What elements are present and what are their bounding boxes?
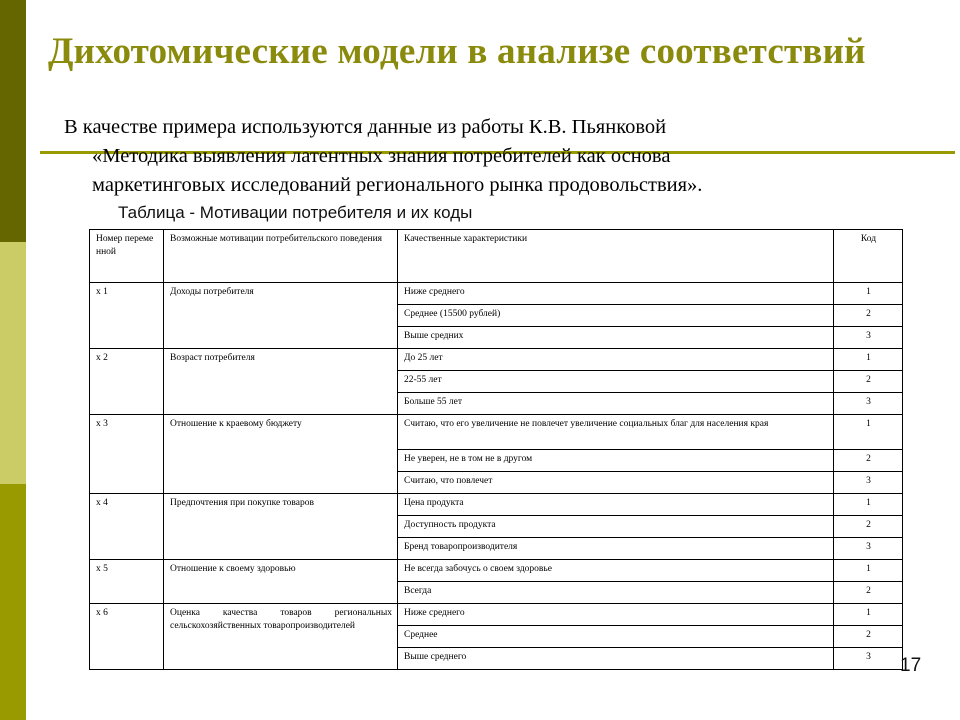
- page-number: 17: [900, 655, 922, 676]
- cell-code: 1: [834, 560, 903, 582]
- cell-code: 2: [834, 626, 903, 648]
- cell-quality-characteristic: Ниже среднего: [398, 283, 834, 305]
- cell-quality-characteristic: Цена продукта: [398, 494, 834, 516]
- cell-quality-characteristic: Выше средних: [398, 327, 834, 349]
- cell-code: 1: [834, 349, 903, 371]
- table-row: [90, 415, 903, 450]
- sidebar-band-middle: [0, 242, 26, 484]
- cell-quality-characteristic: До 25 лет: [398, 349, 834, 371]
- cell-code: 2: [834, 305, 903, 327]
- cell-code: 3: [834, 648, 903, 670]
- cell-quality-characteristic: Не уверен, не в том не в другом: [398, 450, 834, 472]
- header-motivation: Возможные мотивации потребительского поведения: [164, 230, 398, 283]
- intro-line-3: маркетинговых исследований регионального рынка продовольствия».: [92, 174, 703, 196]
- decorative-sidebar: [0, 0, 26, 720]
- cell-code: 1: [834, 283, 903, 305]
- cell-quality-characteristic: Среднее (15500 рублей): [398, 305, 834, 327]
- cell-quality-characteristic: Ниже среднего: [398, 604, 834, 626]
- cell-variable-number: x 1: [90, 283, 164, 349]
- cell-quality-characteristic: Бренд товаропроизводителя: [398, 538, 834, 560]
- cell-code: 2: [834, 582, 903, 604]
- table-row: [90, 349, 903, 371]
- cell-motivation: Отношение к краевому бюджету: [164, 415, 398, 494]
- cell-variable-number: x 4: [90, 494, 164, 560]
- intro-line-2: «Методика выявления латентных знания потребителей как основа: [92, 145, 671, 167]
- table-header-row: [90, 230, 903, 283]
- cell-quality-characteristic: Среднее: [398, 626, 834, 648]
- cell-motivation: Предпочтения при покупке товаров: [164, 494, 398, 560]
- table-row: [90, 604, 903, 626]
- header-variable-number: Номер переме нной: [90, 230, 164, 283]
- cell-code: 3: [834, 393, 903, 415]
- cell-quality-characteristic: Всегда: [398, 582, 834, 604]
- cell-motivation: Доходы потребителя: [164, 283, 398, 349]
- cell-quality-characteristic: 22-55 лет: [398, 371, 834, 393]
- cell-code: 3: [834, 327, 903, 349]
- table-row: [90, 560, 903, 582]
- table-caption: Таблица - Мотивации потребителя и их коды: [118, 203, 473, 222]
- cell-motivation: Возраст потребителя: [164, 349, 398, 415]
- table-row: [90, 283, 903, 305]
- sidebar-band-top: [0, 0, 26, 242]
- table-header: [90, 230, 903, 283]
- slide-title: Дихотомические модели в анализе соответствий: [48, 30, 866, 72]
- cell-code: 2: [834, 450, 903, 472]
- cell-code: 2: [834, 371, 903, 393]
- cell-variable-number: x 5: [90, 560, 164, 604]
- cell-code: 3: [834, 538, 903, 560]
- cell-quality-characteristic: Не всегда забочусь о своем здоровье: [398, 560, 834, 582]
- cell-quality-characteristic: Доступность продукта: [398, 516, 834, 538]
- cell-code: 2: [834, 516, 903, 538]
- intro-line-1: В качестве примера используются данные из работы К.В. Пьянковой: [64, 116, 667, 138]
- cell-quality-characteristic: Больше 55 лет: [398, 393, 834, 415]
- header-quality: Качественные характеристики: [398, 230, 834, 283]
- cell-code: 3: [834, 472, 903, 494]
- table-body: [90, 283, 903, 670]
- sidebar-band-bottom: [0, 484, 26, 720]
- cell-variable-number: x 6: [90, 604, 164, 670]
- cell-motivation: Отношение к своему здоровью: [164, 560, 398, 604]
- motivations-table: [89, 229, 903, 670]
- cell-code: 1: [834, 494, 903, 516]
- cell-code: 1: [834, 604, 903, 626]
- cell-quality-characteristic: Считаю, что повлечет: [398, 472, 834, 494]
- cell-variable-number: x 3: [90, 415, 164, 494]
- cell-variable-number: x 2: [90, 349, 164, 415]
- cell-quality-characteristic: Выше среднего: [398, 648, 834, 670]
- cell-code: 1: [834, 415, 903, 450]
- header-code: Код: [834, 230, 903, 283]
- cell-motivation: Оценка качества товаров региональных сельскохозяйственных товаропроизводителей: [164, 604, 398, 670]
- cell-quality-characteristic: Считаю, что его увеличение не повлечет увеличение социальных благ для населения края: [398, 415, 834, 450]
- slide-intro-paragraph: [56, 113, 936, 200]
- table-row: [90, 494, 903, 516]
